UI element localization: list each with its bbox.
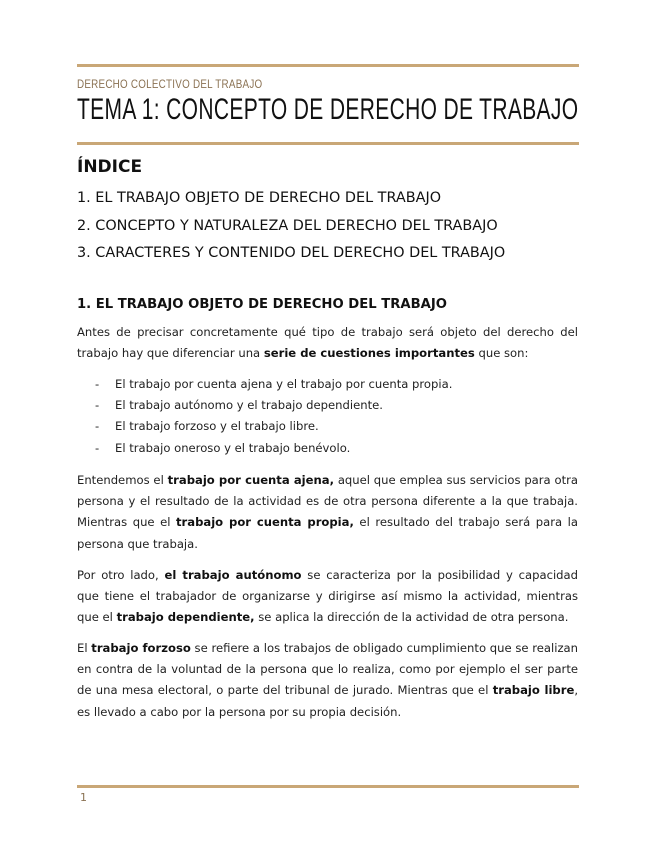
- list-item: - El trabajo forzoso y el trabajo libre.: [95, 419, 319, 434]
- index-item: 1. EL TRABAJO OBJETO DE DERECHO DEL TRABAJO: [77, 190, 442, 206]
- list-item: - El trabajo oneroso y el trabajo benévolo.: [95, 440, 351, 455]
- bullet-list: [95, 374, 452, 459]
- list-item: - El trabajo por cuenta ajena y el trabajo por cuenta propia.: [95, 377, 453, 391]
- page-title: TEMA 1: CONCEPTO DE DERECHO DE TRABAJO: [77, 93, 579, 126]
- title-rule: [77, 142, 579, 145]
- page-number: 1: [80, 791, 87, 804]
- section-heading: 1. EL TRABAJO OBJETO DE DERECHO DEL TRABAJO: [77, 297, 447, 312]
- paragraph-cuenta-ajena: Entendemos el trabajo por cuenta ajena, aquel que emplea sus servicios para otra persona y el resultado de la actividad es de otra persona diferente a la que trabaja. Mientras que el trabajo por cuenta propia, el resultado del trabajo será para la persona que trabaja.: [77, 473, 579, 551]
- footer-rule: [77, 785, 579, 788]
- index-item: 3. CARACTERES Y CONTENIDO DEL DERECHO DEL TRABAJO: [77, 245, 506, 261]
- index-heading: ÍNDICE: [77, 157, 143, 177]
- index-item: 2. CONCEPTO Y NATURALEZA DEL DERECHO DEL TRABAJO: [77, 218, 498, 234]
- intro-paragraph: Antes de precisar concretamente qué tipo de trabajo será objeto del derecho del trabajo hay que diferenciar una serie de cuestiones importantes que son:: [77, 325, 578, 361]
- list-item: - El trabajo autónomo y el trabajo dependiente.: [95, 398, 383, 413]
- top-rule: [77, 64, 579, 67]
- subject-label: DERECHO COLECTIVO DEL TRABAJO: [77, 77, 263, 91]
- paragraph-autonomo: Por otro lado, el trabajo autónomo se caracteriza por la posibilidad y capacidad que tiene el trabajador de organizarse y dirigirse así mismo la actividad, mientras que el trabajo dependiente, se aplica la dirección de la actividad de otra persona.: [77, 568, 578, 625]
- paragraph-forzoso: El trabajo forzoso se refiere a los trabajos de obligado cumplimiento que se realizan en contra de la voluntad de la persona que lo realiza, como por ejemplo el ser parte de una mesa electoral, o parte del tribunal de jurado. Mientras que el trabajo libre, es llevado a cabo por la persona por su propia decisión.: [77, 641, 578, 719]
